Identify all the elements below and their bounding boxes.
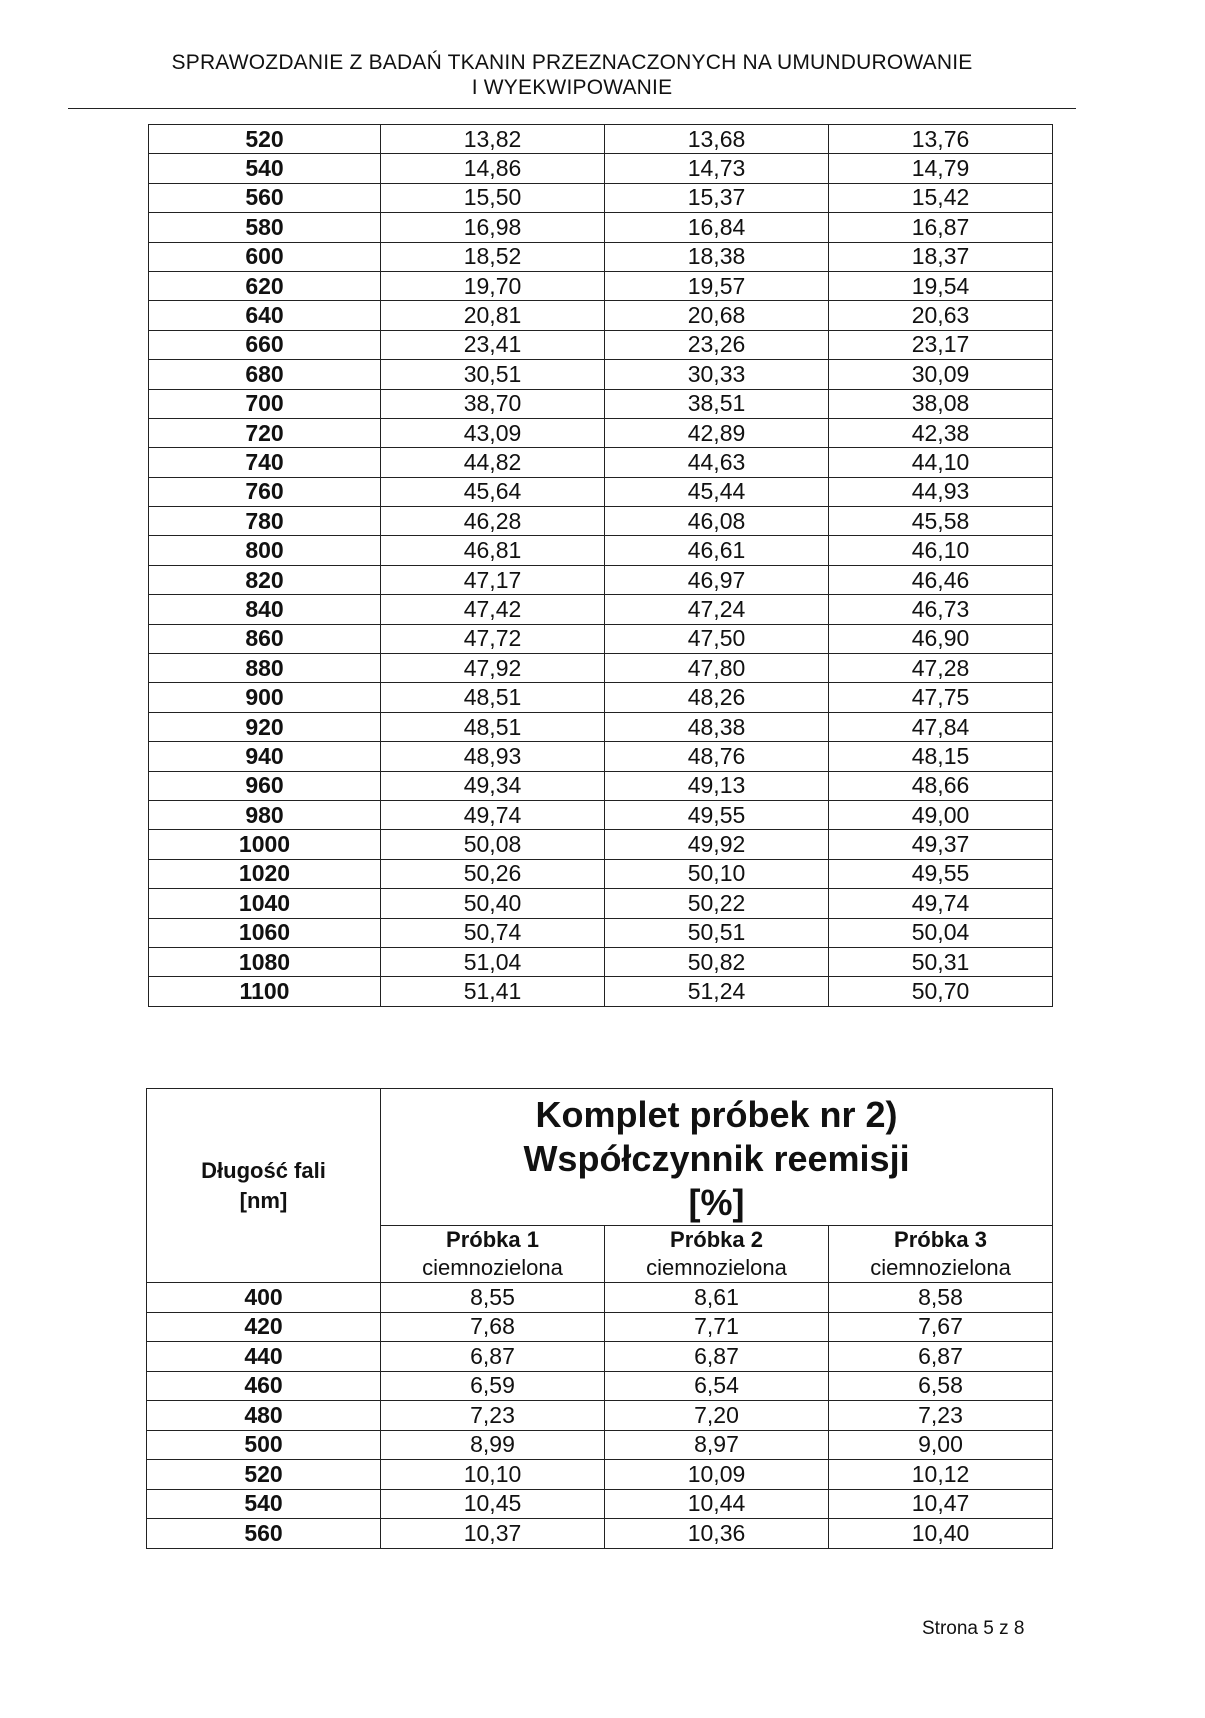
value-cell: 10,45 (381, 1489, 605, 1519)
value-cell: 49,74 (829, 889, 1053, 918)
page-header (68, 50, 1076, 100)
table-row (149, 859, 1053, 888)
wavelength-header-unit: [nm] (239, 1187, 288, 1213)
table-row (149, 977, 1053, 1006)
wavelength-cell: 1100 (149, 977, 381, 1006)
value-cell: 48,76 (605, 742, 829, 771)
table-row (149, 918, 1053, 947)
table-row (149, 654, 1053, 683)
header-line-2: I WYEKWIPOWANIE (471, 76, 673, 99)
value-cell: 46,08 (605, 507, 829, 536)
value-cell: 42,38 (829, 418, 1053, 447)
value-cell: 46,97 (605, 565, 829, 594)
wavelength-cell: 540 (149, 154, 381, 183)
sample-1-header (381, 1226, 605, 1283)
value-cell: 15,50 (381, 183, 605, 212)
table-row (149, 360, 1053, 389)
wavelength-cell: 840 (149, 595, 381, 624)
wavelength-cell: 860 (149, 624, 381, 653)
value-cell: 8,55 (381, 1283, 605, 1313)
value-cell: 46,28 (381, 507, 605, 536)
wavelength-cell: 760 (149, 477, 381, 506)
table-row (149, 125, 1053, 154)
value-cell: 38,70 (381, 389, 605, 418)
table-row (149, 683, 1053, 712)
value-cell: 49,34 (381, 771, 605, 800)
wavelength-cell: 900 (149, 683, 381, 712)
value-cell: 47,84 (829, 712, 1053, 741)
table-row (149, 271, 1053, 300)
value-cell: 50,74 (381, 918, 605, 947)
header-divider (68, 108, 1076, 109)
value-cell: 50,22 (605, 889, 829, 918)
table-row (149, 301, 1053, 330)
wavelength-cell: 1020 (149, 859, 381, 888)
value-cell: 47,42 (381, 595, 605, 624)
value-cell: 10,12 (829, 1460, 1053, 1490)
value-cell: 10,40 (829, 1519, 1053, 1549)
value-cell: 14,73 (605, 154, 829, 183)
page-number: Strona 5 z 8 (922, 1618, 1025, 1639)
value-cell: 47,24 (605, 595, 829, 624)
value-cell: 8,61 (605, 1283, 829, 1313)
table-row (149, 389, 1053, 418)
table-row (147, 1489, 1053, 1519)
table-title-line-2: Współczynnik reemisji (523, 1138, 910, 1179)
wavelength-cell: 880 (149, 654, 381, 683)
value-cell: 20,63 (829, 301, 1053, 330)
sample-1-name: Próbka 1 (446, 1227, 539, 1252)
value-cell: 49,13 (605, 771, 829, 800)
value-cell: 49,92 (605, 830, 829, 859)
table-row (147, 1371, 1053, 1401)
wavelength-cell: 1060 (149, 918, 381, 947)
table-row (149, 154, 1053, 183)
value-cell: 10,37 (381, 1519, 605, 1549)
wavelength-cell: 560 (149, 183, 381, 212)
wavelength-cell: 680 (149, 360, 381, 389)
value-cell: 13,82 (381, 125, 605, 154)
wavelength-cell: 460 (147, 1371, 381, 1401)
wavelength-cell: 580 (149, 213, 381, 242)
value-cell: 13,76 (829, 125, 1053, 154)
wavelength-cell: 600 (149, 242, 381, 271)
value-cell: 9,00 (829, 1430, 1053, 1460)
wavelength-cell: 560 (147, 1519, 381, 1549)
value-cell: 46,61 (605, 536, 829, 565)
table-row (149, 889, 1053, 918)
value-cell: 45,44 (605, 477, 829, 506)
value-cell: 8,97 (605, 1430, 829, 1460)
table-row (149, 595, 1053, 624)
value-cell: 19,70 (381, 271, 605, 300)
value-cell: 6,54 (605, 1371, 829, 1401)
value-cell: 50,82 (605, 947, 829, 976)
wavelength-cell: 640 (149, 301, 381, 330)
table-row (149, 448, 1053, 477)
value-cell: 45,58 (829, 507, 1053, 536)
value-cell: 10,44 (605, 1489, 829, 1519)
value-cell: 7,71 (605, 1312, 829, 1342)
value-cell: 19,57 (605, 271, 829, 300)
sample-2-header (605, 1226, 829, 1283)
wavelength-cell: 800 (149, 536, 381, 565)
value-cell: 48,38 (605, 712, 829, 741)
reflectance-table-sample-set-2 (146, 1088, 1053, 1549)
value-cell: 46,73 (829, 595, 1053, 624)
value-cell: 10,47 (829, 1489, 1053, 1519)
table-title-line-1: Komplet próbek nr 2) (535, 1094, 898, 1135)
value-cell: 48,51 (381, 712, 605, 741)
table-row (147, 1401, 1053, 1431)
table-1-body (149, 125, 1053, 1007)
value-cell: 7,67 (829, 1312, 1053, 1342)
table-row (147, 1312, 1053, 1342)
wavelength-cell: 540 (147, 1489, 381, 1519)
value-cell: 30,33 (605, 360, 829, 389)
value-cell: 43,09 (381, 418, 605, 447)
header-line-1: SPRAWOZDANIE Z BADAŃ TKANIN PRZEZNACZONYCH NA UMUNDUROWANIE (171, 51, 973, 74)
value-cell: 47,92 (381, 654, 605, 683)
value-cell: 6,59 (381, 1371, 605, 1401)
table-row (149, 947, 1053, 976)
wavelength-cell: 820 (149, 565, 381, 594)
wavelength-cell: 1040 (149, 889, 381, 918)
table-row (149, 242, 1053, 271)
wavelength-cell: 720 (149, 418, 381, 447)
table-row (149, 536, 1053, 565)
sample-3-header (829, 1226, 1053, 1283)
value-cell: 7,23 (381, 1401, 605, 1431)
value-cell: 44,10 (829, 448, 1053, 477)
value-cell: 14,79 (829, 154, 1053, 183)
value-cell: 13,68 (605, 125, 829, 154)
wavelength-cell: 660 (149, 330, 381, 359)
value-cell: 51,04 (381, 947, 605, 976)
value-cell: 6,87 (381, 1342, 605, 1372)
value-cell: 7,68 (381, 1312, 605, 1342)
value-cell: 6,87 (829, 1342, 1053, 1372)
value-cell: 10,36 (605, 1519, 829, 1549)
sample-2-color: ciemnozielona (646, 1255, 787, 1280)
sample-3-name: Próbka 3 (894, 1227, 987, 1252)
wavelength-header (147, 1089, 381, 1283)
table-row (149, 213, 1053, 242)
value-cell: 50,26 (381, 859, 605, 888)
value-cell: 49,74 (381, 800, 605, 829)
value-cell: 48,93 (381, 742, 605, 771)
sample-3-color: ciemnozielona (870, 1255, 1011, 1280)
sample-1-color: ciemnozielona (422, 1255, 563, 1280)
value-cell: 15,37 (605, 183, 829, 212)
value-cell: 30,51 (381, 360, 605, 389)
value-cell: 23,26 (605, 330, 829, 359)
value-cell: 7,20 (605, 1401, 829, 1431)
table-row (149, 771, 1053, 800)
wavelength-cell: 1000 (149, 830, 381, 859)
table-row (149, 477, 1053, 506)
value-cell: 49,55 (829, 859, 1053, 888)
value-cell: 30,09 (829, 360, 1053, 389)
wavelength-cell: 420 (147, 1312, 381, 1342)
wavelength-cell: 700 (149, 389, 381, 418)
wavelength-header-label: Długość fali (201, 1157, 326, 1183)
sample-2-name: Próbka 2 (670, 1227, 763, 1252)
wavelength-cell: 740 (149, 448, 381, 477)
value-cell: 50,10 (605, 859, 829, 888)
value-cell: 47,80 (605, 654, 829, 683)
wavelength-cell: 940 (149, 742, 381, 771)
table-row (149, 800, 1053, 829)
table-row (147, 1430, 1053, 1460)
table-title (381, 1089, 1053, 1226)
wavelength-cell: 440 (147, 1342, 381, 1372)
table-2-body (147, 1283, 1053, 1549)
value-cell: 14,86 (381, 154, 605, 183)
value-cell: 6,58 (829, 1371, 1053, 1401)
table-row (149, 183, 1053, 212)
value-cell: 16,98 (381, 213, 605, 242)
wavelength-cell: 960 (149, 771, 381, 800)
value-cell: 50,40 (381, 889, 605, 918)
value-cell: 47,28 (829, 654, 1053, 683)
value-cell: 50,08 (381, 830, 605, 859)
value-cell: 49,37 (829, 830, 1053, 859)
value-cell: 16,84 (605, 213, 829, 242)
table-row (149, 712, 1053, 741)
table-row (149, 418, 1053, 447)
value-cell: 20,68 (605, 301, 829, 330)
table-title-line-3: [%] (688, 1182, 745, 1223)
value-cell: 47,75 (829, 683, 1053, 712)
value-cell: 48,66 (829, 771, 1053, 800)
wavelength-cell: 520 (149, 125, 381, 154)
value-cell: 10,10 (381, 1460, 605, 1490)
table-row (149, 330, 1053, 359)
table-row (149, 565, 1053, 594)
value-cell: 16,87 (829, 213, 1053, 242)
wavelength-cell: 780 (149, 507, 381, 536)
value-cell: 18,38 (605, 242, 829, 271)
value-cell: 46,81 (381, 536, 605, 565)
value-cell: 10,09 (605, 1460, 829, 1490)
value-cell: 23,17 (829, 330, 1053, 359)
value-cell: 7,23 (829, 1401, 1053, 1431)
value-cell: 19,54 (829, 271, 1053, 300)
wavelength-cell: 980 (149, 800, 381, 829)
value-cell: 45,64 (381, 477, 605, 506)
value-cell: 47,50 (605, 624, 829, 653)
value-cell: 18,37 (829, 242, 1053, 271)
value-cell: 50,04 (829, 918, 1053, 947)
table-row (147, 1460, 1053, 1490)
wavelength-cell: 480 (147, 1401, 381, 1431)
value-cell: 23,41 (381, 330, 605, 359)
value-cell: 8,99 (381, 1430, 605, 1460)
value-cell: 18,52 (381, 242, 605, 271)
value-cell: 49,00 (829, 800, 1053, 829)
value-cell: 6,87 (605, 1342, 829, 1372)
table-row (149, 624, 1053, 653)
value-cell: 48,15 (829, 742, 1053, 771)
value-cell: 47,17 (381, 565, 605, 594)
wavelength-cell: 400 (147, 1283, 381, 1313)
value-cell: 51,24 (605, 977, 829, 1006)
value-cell: 50,51 (605, 918, 829, 947)
value-cell: 49,55 (605, 800, 829, 829)
wavelength-cell: 520 (147, 1460, 381, 1490)
value-cell: 47,72 (381, 624, 605, 653)
value-cell: 46,46 (829, 565, 1053, 594)
table-row (147, 1519, 1053, 1549)
table-row (149, 830, 1053, 859)
value-cell: 50,31 (829, 947, 1053, 976)
table-row (149, 742, 1053, 771)
value-cell: 38,08 (829, 389, 1053, 418)
value-cell: 48,51 (381, 683, 605, 712)
value-cell: 46,90 (829, 624, 1053, 653)
value-cell: 15,42 (829, 183, 1053, 212)
value-cell: 44,63 (605, 448, 829, 477)
value-cell: 46,10 (829, 536, 1053, 565)
wavelength-cell: 620 (149, 271, 381, 300)
table-row (149, 507, 1053, 536)
table-row (147, 1342, 1053, 1372)
wavelength-cell: 1080 (149, 947, 381, 976)
reflectance-table-continued (148, 124, 1053, 1007)
value-cell: 51,41 (381, 977, 605, 1006)
value-cell: 50,70 (829, 977, 1053, 1006)
value-cell: 48,26 (605, 683, 829, 712)
value-cell: 42,89 (605, 418, 829, 447)
value-cell: 20,81 (381, 301, 605, 330)
wavelength-cell: 500 (147, 1430, 381, 1460)
value-cell: 8,58 (829, 1283, 1053, 1313)
value-cell: 44,93 (829, 477, 1053, 506)
wavelength-cell: 920 (149, 712, 381, 741)
value-cell: 38,51 (605, 389, 829, 418)
table-row (147, 1283, 1053, 1313)
value-cell: 44,82 (381, 448, 605, 477)
